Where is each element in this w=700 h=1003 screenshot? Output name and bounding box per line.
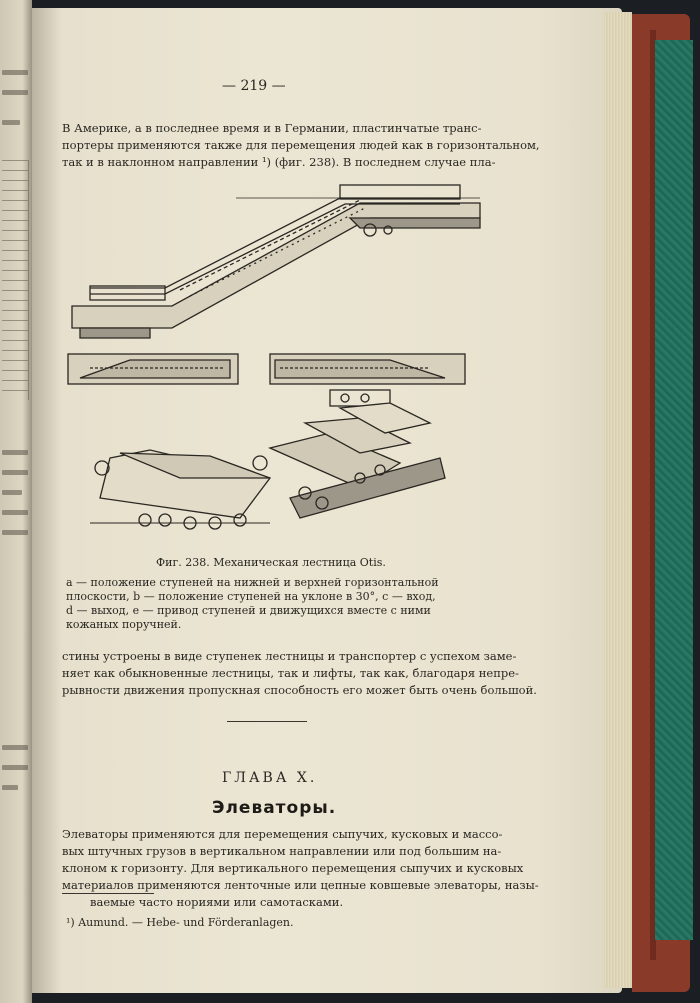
escalator-perspective-view bbox=[90, 403, 445, 529]
page-edges bbox=[604, 12, 632, 988]
body-line: стины устроены в виде ступенек лестницы и транспортер с успехом заме- bbox=[62, 649, 517, 663]
figure-caption-line: a — положение ступеней на нижней и верхней горизонтальной bbox=[66, 576, 439, 589]
chapter-title: Элеваторы. bbox=[212, 798, 337, 818]
figure-caption-line: плоскости, b — положение ступеней на уклоне в 30°, c — вход, bbox=[66, 590, 436, 603]
chapter-line: Элеваторы применяются для перемещения сыпучих, кусковых и массо- bbox=[62, 827, 503, 841]
figure-caption-line: d — выход, e — привод ступеней и движущихся вместе с ними bbox=[66, 604, 431, 617]
intro-line: так и в наклонном направлении ¹) (фиг. 238). В последнем случае пла- bbox=[62, 155, 496, 169]
figure-caption-title: Фиг. 238. Механическая лестница Otis. bbox=[156, 556, 386, 569]
chapter-label: ГЛАВА X. bbox=[222, 770, 318, 786]
body-line: няет как обыкновенные лестницы, так и лифты, так как, благодаря непре- bbox=[62, 666, 519, 680]
figure-caption-line: кожаных поручней. bbox=[66, 618, 182, 631]
previous-page-edge bbox=[0, 0, 32, 1003]
page-number: — 219 — bbox=[222, 78, 286, 94]
escalator-figure bbox=[60, 178, 510, 548]
cover-marbled-panel bbox=[655, 40, 693, 940]
footnote-rule bbox=[62, 893, 154, 894]
intro-line: портеры применяются также для перемещения людей как в горизонтальном, bbox=[62, 138, 540, 152]
escalator-plan-view-left bbox=[68, 354, 238, 384]
chapter-line: клоном к горизонту. Для вертикального перемещения сыпучих и кусковых bbox=[62, 861, 524, 875]
chapter-line: вых штучных грузов в вертикальном направлении или под большим на- bbox=[62, 844, 502, 858]
section-divider bbox=[227, 721, 307, 722]
escalator-plan-view-right bbox=[270, 354, 465, 406]
chapter-line: материалов применяются ленточные или цепные ковшевые элеваторы, назы- bbox=[62, 878, 539, 892]
chapter-line: ваемые часто нориями или самотасками. bbox=[90, 895, 344, 909]
footnote: ¹) Aumund. — Hebe- und Förderanlagen. bbox=[66, 916, 294, 929]
intro-line: В Америке, а в последнее время и в Германии, пластинчатые транс- bbox=[62, 121, 482, 135]
body-line: рывности движения пропускная способность его может быть очень большой. bbox=[62, 683, 537, 697]
escalator-side-view bbox=[72, 185, 480, 338]
